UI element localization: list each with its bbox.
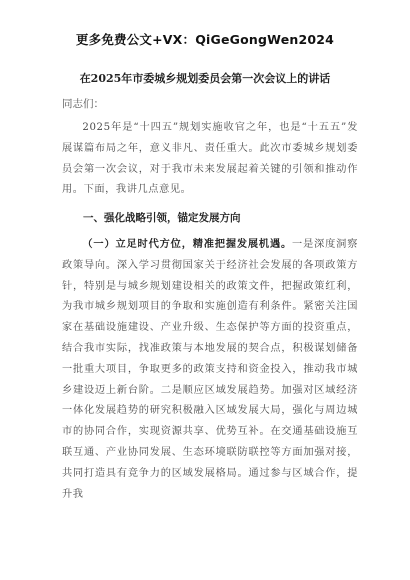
intro-block bbox=[62, 118, 358, 201]
subpoint-text: 一是深度洞察政策导向。深入学习贯彻国家关于经济社会发展的各项政策方针，特别是与城乡规划建设相关的政策文件，把握政策红利，为我市城乡规划项目的争取和实施创造有利条件。紧密关注国家在基础设施建设、产业升级、生态保护等方面的投资重点，结合我市实际，找准政策与本地发展的契合点，积极谋划储备一批重大项目，争取更多的政策支持和资金投入，推动我市城乡建设迈上新台阶。二是顺应区域发展趋势。加强对区域经济一体化发展趋势的研究积极融入区域发展大局，强化与周边城市的协同合作，实现资源共享、优势互补。在交通基础设施互联互通、产业协同发展、生态环境联防联控等方面加强对接，共同打造具有竞争力的区域发展格局。通过参与区域合作，提升我 bbox=[62, 239, 358, 500]
subpoint-paragraph bbox=[62, 234, 358, 505]
section-heading: 一、强化战略引领，锚定发展方向 bbox=[83, 212, 241, 224]
salutation: 同志们： bbox=[62, 98, 104, 110]
intro-paragraph: 2025年是“十四五”规划实施收官之年，也是“十五五”发展谋篇布局之年，意义非凡、责任重大。此次市委城乡规划委员会第一次会议，对于我市未来发展起着关键的引领和推动作用。下面，我讲几点意见。 bbox=[62, 122, 358, 196]
document-title: 在2025年市委城乡规划委员会第一次会议上的讲话 bbox=[79, 72, 331, 85]
header-watermark: 更多免费公文+VX：QiGeGongWen2024 bbox=[75, 32, 335, 47]
subpoint-heading: （一）立足时代方位，精准把握发展机遇。 bbox=[82, 238, 293, 250]
subpoint-block bbox=[62, 234, 358, 505]
